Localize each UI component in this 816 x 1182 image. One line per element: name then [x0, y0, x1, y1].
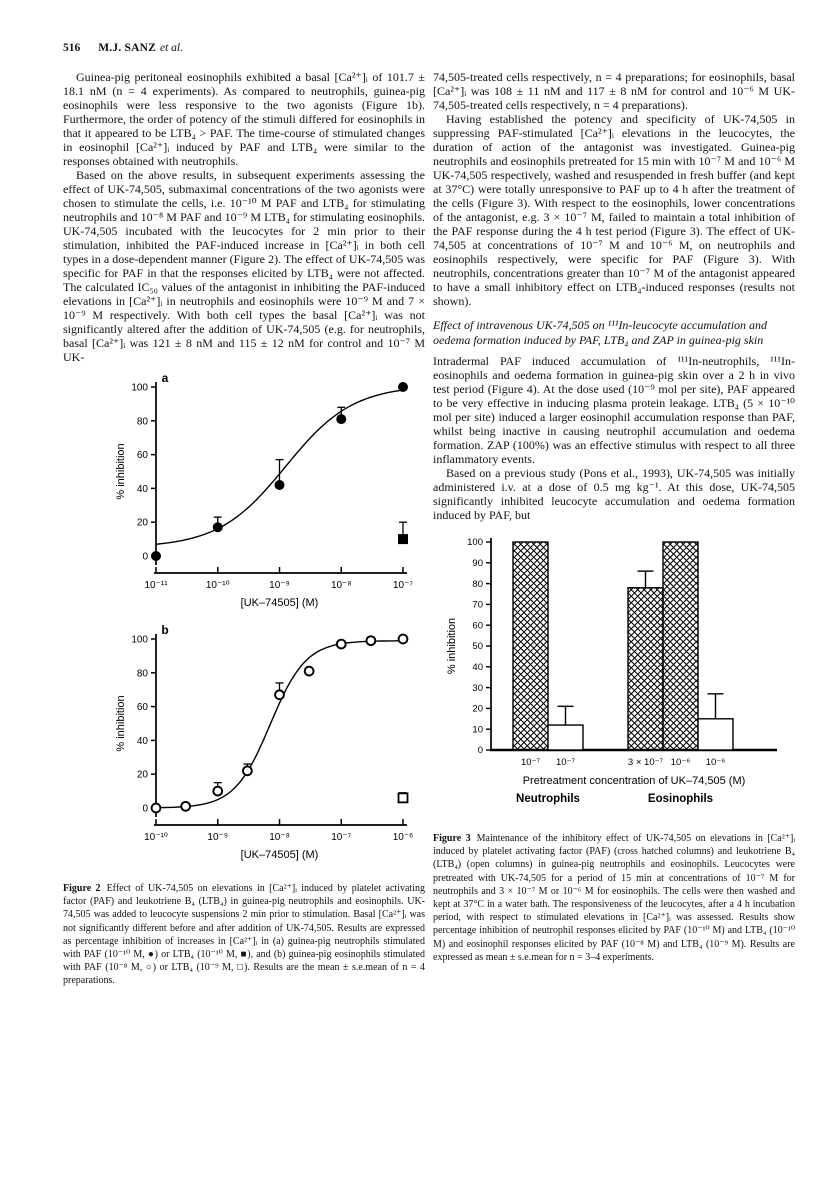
svg-text:0: 0	[142, 803, 148, 815]
figure2-caption-text: Effect of UK-74,505 on elevations in [Ca²⁺]ᵢ induced by platelet activating factor (PAF) and leukotriene B₄ (LTB₄) in guinea-pig neutrophils and eosinophils. UK-74,505 was added to leucocyte suspensions 2 min prior to stimulation. Basal [Ca²⁺]ᵢ was not significantly different before and after addition of UK-74,505. Results are expressed as percentage inhibition of increases in [Ca²⁺]ᵢ in (a) guinea-pig neutrophils stimulated with PAF (10⁻¹⁰ M, ●) or LTB₄ (10⁻¹⁰ M, ■), and (b) guinea-pig eosinophils stimulated with PAF (10⁻⁸ M, ○) or LTB₄ (10⁻⁹ M, □). Results are the mean ± s.e.mean of n = 4 preparations.	[63, 883, 425, 987]
svg-text:10⁻⁹: 10⁻⁹	[207, 832, 229, 843]
svg-text:0: 0	[477, 745, 483, 757]
body-paragraph: 74,505-treated cells respectively, n = 4 preparations; for eosinophils, basal [Ca²⁺]ᵢ was 108 ± 11 nM and 117 ± 8 nM for control and 10⁻⁶ M UK-74,505-treated cells respectively, n = 4 preparations).	[433, 70, 795, 112]
figure2-caption-label: Figure 2	[63, 883, 101, 894]
left-column	[63, 70, 425, 988]
figure2-charts	[109, 370, 425, 874]
svg-text:0: 0	[142, 551, 148, 563]
running-head	[63, 42, 183, 54]
svg-text:60: 60	[136, 450, 148, 462]
right-column	[433, 70, 795, 964]
section-heading: Effect of intravenous UK-74,505 on ¹¹¹In-leucocyte accumulation and oedema formation induced by PAF, LTB₄ and ZAP in guinea-pig skin	[433, 318, 768, 347]
svg-text:10⁻⁶: 10⁻⁶	[670, 757, 691, 768]
svg-text:100: 100	[467, 537, 483, 549]
svg-text:10⁻⁷: 10⁻⁷	[555, 757, 576, 768]
svg-text:100: 100	[131, 634, 148, 646]
running-head-authors: M.J. SANZ	[98, 42, 156, 54]
svg-text:% inhibition: % inhibition	[115, 695, 127, 752]
svg-text:60: 60	[136, 702, 148, 714]
svg-text:10⁻⁶: 10⁻⁶	[392, 832, 414, 843]
svg-text:20: 20	[472, 703, 483, 715]
svg-text:10⁻⁸: 10⁻⁸	[269, 832, 290, 843]
svg-text:70: 70	[472, 599, 483, 611]
svg-text:80: 80	[136, 416, 148, 428]
figure2-caption	[63, 882, 425, 988]
figure3	[433, 528, 795, 964]
figure3-caption-text: Maintenance of the inhibitory effect of UK-74,505 on elevations in [Ca²⁺]ᵢ induced by platelet activating factor (PAF) (cross hatched columns) and leukotriene B₄ (LTB₄) (open columns) in guinea-pig neutrophils and eosinophils. Leucocytes were pretreated with UK-74,505 for a period of 15 min at concentrations of 10⁻⁷ M for neutrophils and 3 × 10⁻⁷ M or 10⁻⁶ M for eosinophils. The cells were then washed and kept at 37°C in a water bath. The responsiveness of the leucocytes, after a 4 h incubation period, with respect to stimulated elevations in [Ca²⁺]ᵢ was assessed. Results show percentage inhibition of neutrophil responses elicited by PAF (10⁻¹⁰ M) and LTB₄ (10⁻¹⁰ M) and eosinophil responses elicited by PAF (10⁻⁸ M) and LTB₄ (10⁻⁹ M). Results are expressed as mean ± s.e.mean for n = 3–4 experiments.	[433, 833, 795, 963]
svg-text:[UK–74505] (M): [UK–74505] (M)	[240, 849, 319, 861]
body-paragraph: Based on a previous study (Pons et al., 1993), UK-74,505 was initially administered i.v. at a dose of 0.5 mg kg⁻¹. At this dose, UK-74,505 significantly inhibited leucocyte accumulation and oedema formation induced by PAF, but	[433, 466, 795, 522]
figure2-panel-a-chart	[109, 370, 425, 622]
svg-text:10⁻¹⁰: 10⁻¹⁰	[144, 832, 168, 843]
svg-text:10: 10	[472, 724, 483, 736]
figure3-chart	[433, 528, 795, 824]
svg-text:80: 80	[136, 668, 148, 680]
page-number: 516	[63, 42, 81, 54]
svg-text:50: 50	[472, 641, 483, 653]
body-paragraph: Based on the above results, in subsequent experiments assessing the effect of UK-74,505, submaximal concentrations of the two agonists were chosen to stimulate the cells, i.e. 10⁻¹⁰ M PAF and LTB₄ for stimulating neutrophils and 10⁻⁸ M PAF and 10⁻⁹ M LTB₄ for stimulating eosinophils. UK-74,505 incubated with the leucocytes for 2 min prior to their stimulation, inhibited the PAF-induced increase in [Ca²⁺]ᵢ in both cell types in a dose-dependent manner (Figure 2). The effect of UK-74,505 was specific for PAF in that the responses elicited by LTB₄ were not affected. The calculated IC₅₀ values of the antagonist in inhibiting the PAF-induced elevations in [Ca²⁺]ᵢ in neutrophils and eosinophils were 10⁻⁹ M and 7 × 10⁻⁹ M respectively. With both cell types the basal [Ca²⁺]ᵢ was not significantly altered after the addition of UK-74,505 (e.g. for neutrophils, basal [Ca²⁺]ᵢ was 121 ± 8 nM and 115 ± 12 nM for control and 10⁻⁷ M UK-	[63, 168, 425, 364]
svg-text:Pretreatment concentration of: Pretreatment concentration of UK–74,505 (M)	[522, 775, 746, 787]
svg-text:[UK–74505] (M): [UK–74505] (M)	[240, 597, 319, 609]
svg-text:% inhibition: % inhibition	[446, 617, 458, 675]
body-paragraph: Guinea-pig peritoneal eosinophils exhibited a basal [Ca²⁺]ᵢ of 101.7 ± 18.1 nM (n = 4 experiments). As compared to neutrophils, guinea-pig eosinophils were less responsive to the two agonists (Figure 1b). Furthermore, the order of potency of the stimuli differed for eosinophils in that it appeared to be LTB₄ > PAF. The time-course of stimulated changes in eosinophil [Ca²⁺]ᵢ induced by PAF and LTB₄ were similar to the responses obtained with neutrophils.	[63, 70, 425, 168]
svg-text:a: a	[161, 371, 169, 385]
svg-text:10⁻⁷: 10⁻⁷	[520, 757, 541, 768]
svg-text:10⁻⁸: 10⁻⁸	[330, 580, 352, 591]
figure3-caption-label: Figure 3	[433, 833, 471, 844]
svg-text:Neutrophils: Neutrophils	[516, 793, 580, 805]
svg-text:40: 40	[136, 483, 148, 495]
svg-text:40: 40	[136, 735, 148, 747]
svg-text:30: 30	[472, 682, 483, 694]
body-paragraph: Having established the potency and specificity of UK-74,505 in suppressing PAF-stimulated [Ca²⁺]ᵢ elevations in the leucocytes, the duration of action of the antagonist was investigated. Guinea-pig neutrophils and eosinophils pretreated for 15 min with 10⁻⁷ M and 10⁻⁶ M UK-74,505 respectively, washed and resuspended in fresh buffer (and kept at 37°C) were totally unresponsive to PAF up to 4 h after the treatment of the cells (Figure 3). With respect to the eosinophils, lower concentrations of the antagonist, e.g. 3 × 10⁻⁷ M, failed to maintain a total inhibition of the PAF response during the 4 h test period (Figure 3). The effect of UK-74,505 at concentrations of 10⁻⁷ M and 10⁻⁶ M, on neutrophils and eosinophils respectively, were specific for PAF (Figure 3). With neutrophils, concentrations greater than 10⁻⁷ M of the antagonist appeared to have a small inhibitory effect on LTB₄-induced responses (results not shown).	[433, 112, 795, 308]
svg-text:3 × 10⁻⁷: 3 × 10⁻⁷	[627, 757, 664, 768]
svg-text:60: 60	[472, 620, 483, 632]
svg-text:10⁻¹⁰: 10⁻¹⁰	[205, 580, 230, 591]
figure2	[63, 370, 425, 988]
running-head-etal: et al.	[159, 42, 183, 54]
svg-text:90: 90	[472, 558, 483, 569]
svg-text:10⁻⁷: 10⁻⁷	[331, 832, 352, 843]
svg-text:80: 80	[472, 578, 483, 590]
svg-text:20: 20	[136, 769, 148, 781]
svg-text:10⁻⁹: 10⁻⁹	[269, 580, 290, 591]
svg-text:10⁻¹¹: 10⁻¹¹	[144, 580, 168, 591]
svg-text:Eosinophils: Eosinophils	[647, 793, 714, 805]
svg-text:20: 20	[136, 517, 148, 529]
svg-text:40: 40	[472, 662, 483, 673]
svg-text:10⁻⁶: 10⁻⁶	[705, 757, 726, 768]
body-paragraph: Intradermal PAF induced accumulation of ¹¹¹In-neutrophils, ¹¹¹In-eosinophils and oedema formation in guinea-pig skin over a 2 h in vivo test period (Figure 4). At the dose used (10⁻⁹ mol per site), PAF appeared to be very effective in inducing plasma protein leakage. LTB₄ (5 × 10⁻¹⁰ mol per site) induced a larger eosinophil accumulation response than PAF, whilst being inactive in causing neutrophil accumulation and oedema formation. ZAP (100%) was an effective stimulus with respect to all three inflammatory events.	[433, 354, 795, 466]
svg-text:% inhibition: % inhibition	[115, 443, 127, 500]
svg-text:10⁻⁷: 10⁻⁷	[392, 580, 414, 591]
svg-text:100: 100	[131, 382, 148, 394]
svg-text:b: b	[161, 623, 169, 637]
figure2-panel-b-chart	[109, 622, 425, 874]
figure3-caption	[433, 832, 795, 964]
